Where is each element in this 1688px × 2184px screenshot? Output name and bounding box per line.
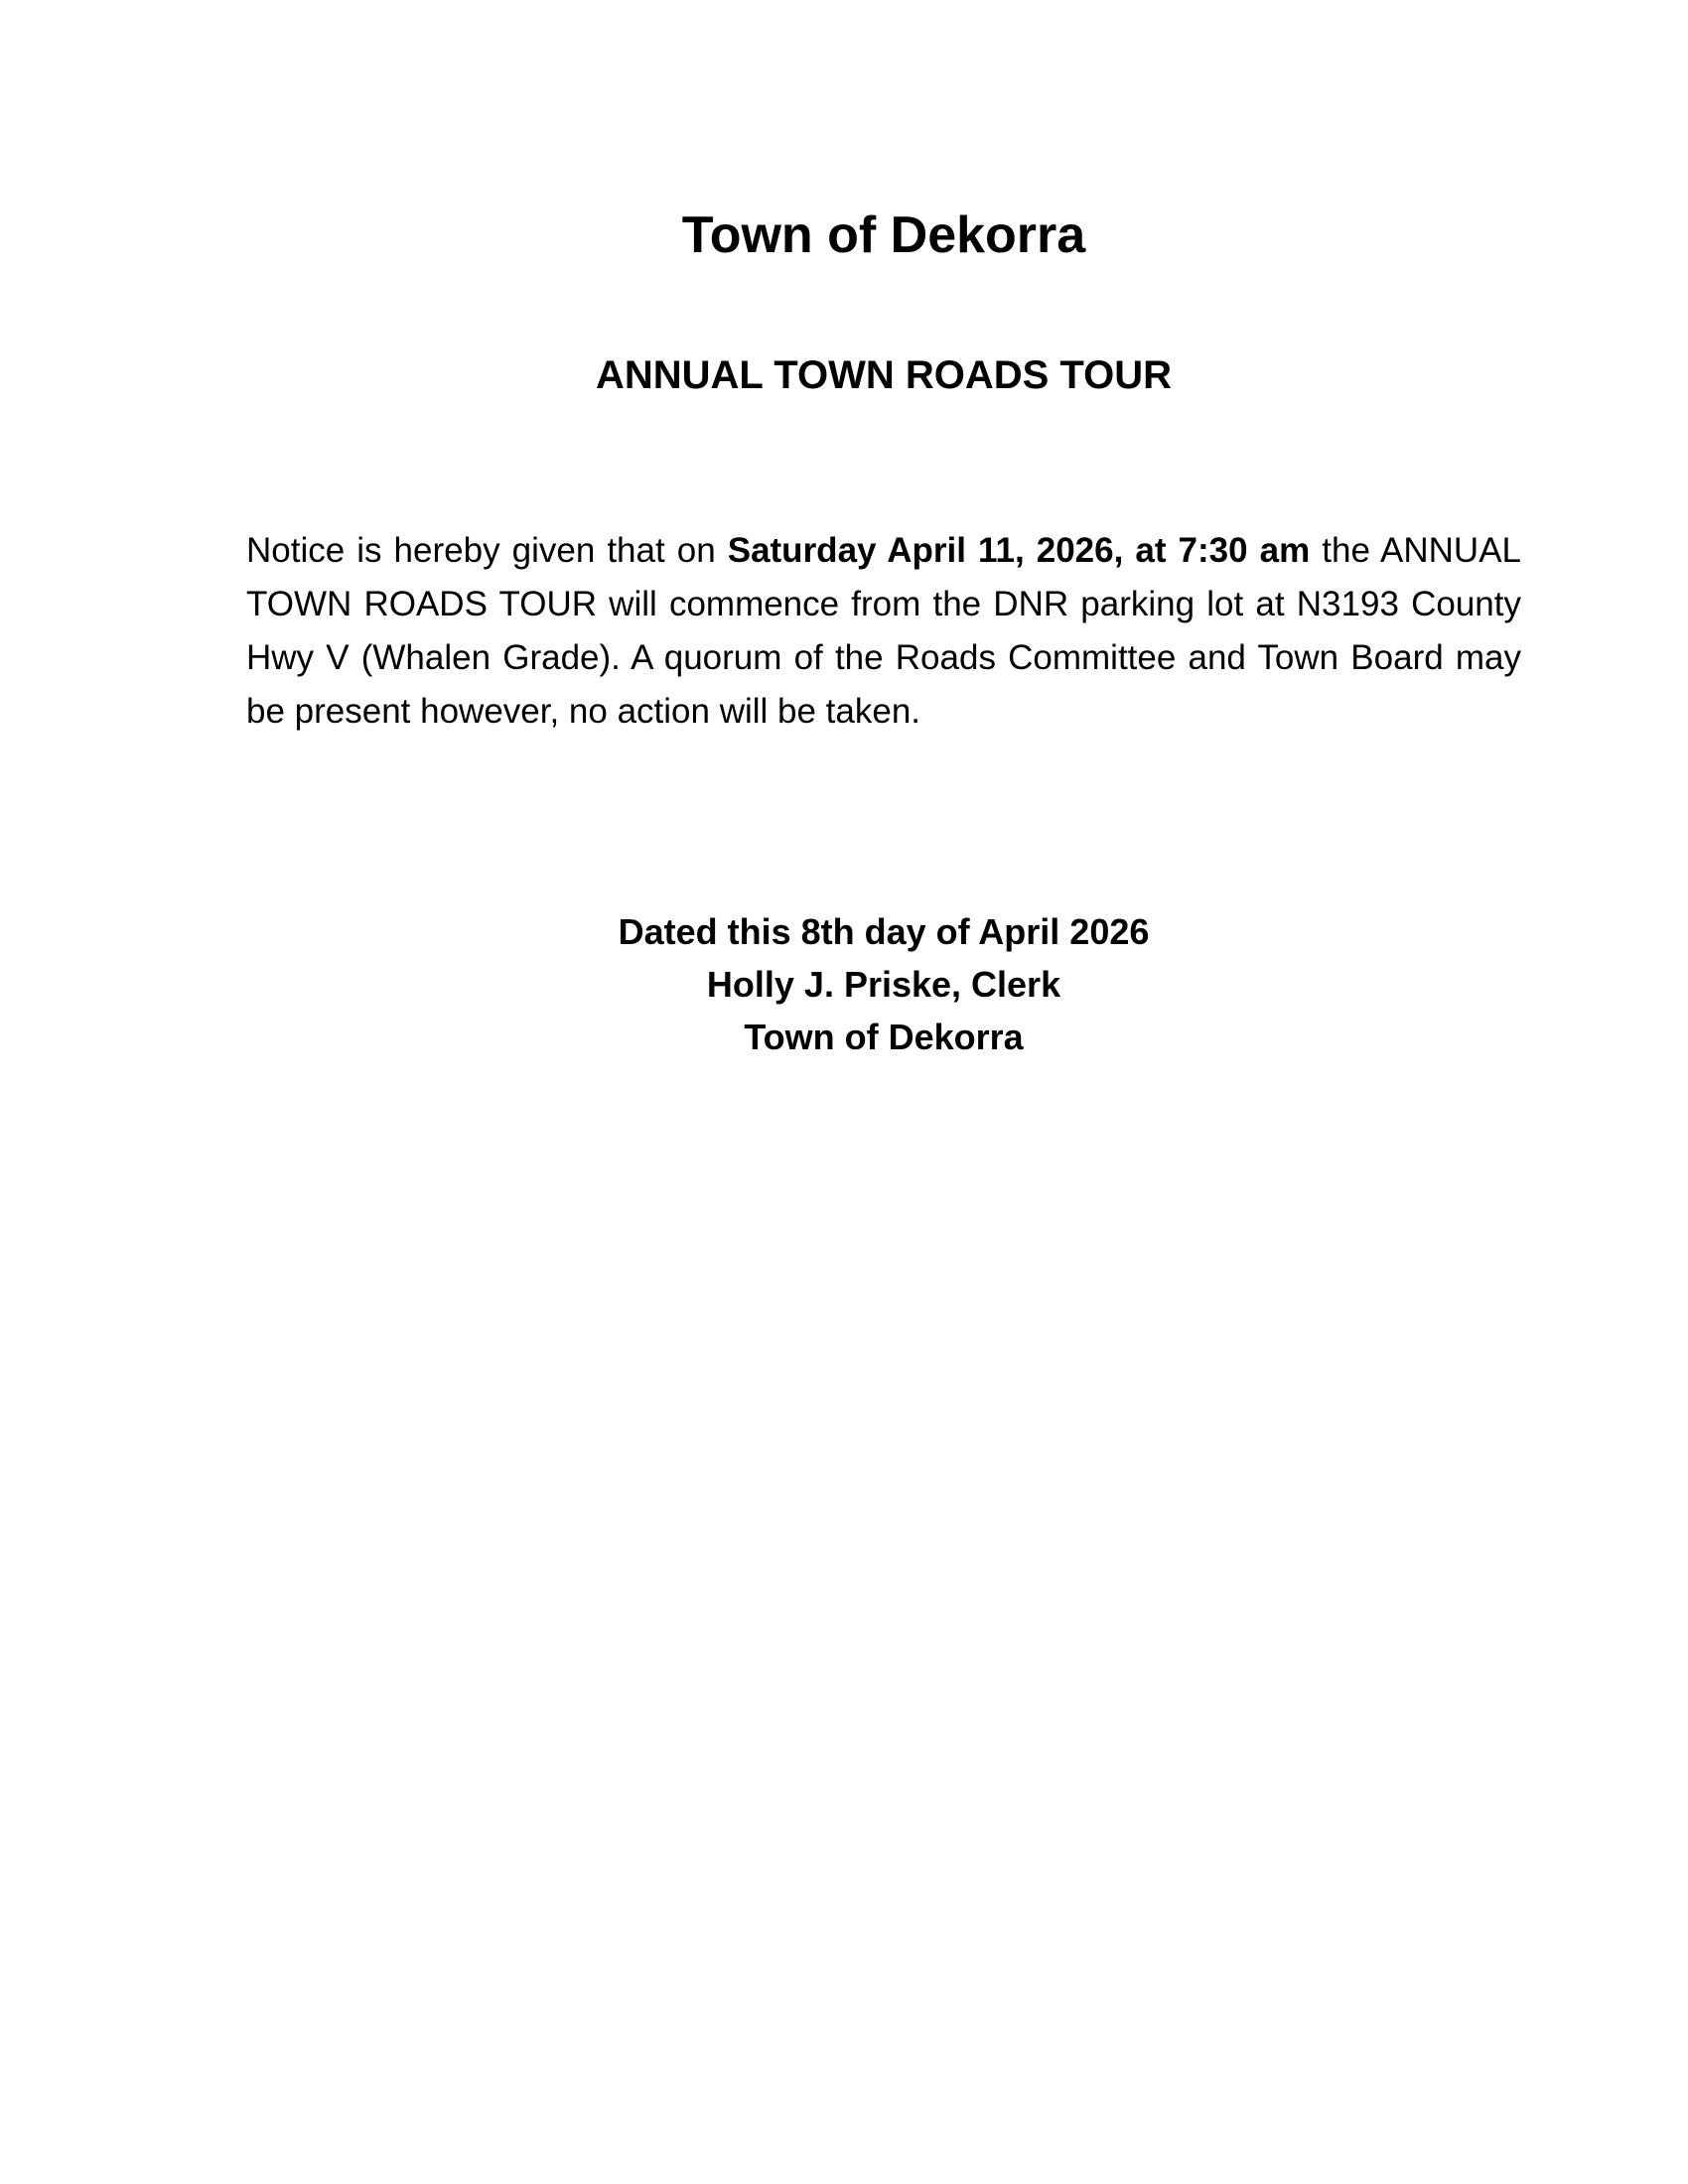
notice-paragraph [246,524,1521,739]
signature-block [0,905,1688,1063]
document-title: Town of Dekorra [681,206,1086,264]
notice-date-time: Saturday April 11, 2026, at 7:30 am [727,531,1311,570]
notice-body-text: the ANNUAL TOWN ROADS TOUR will commence from the DNR parking lot at N3193 County Hwy V (Whalen Grade). A quorum of the Roads Committee and Town Board may be present however, no action will be taken. [246,531,1522,731]
dated-line: Dated this 8th day of April 2026 [618,911,1150,952]
clerk-name: Holly J. Priske, Clerk [706,964,1061,1005]
notice-heading: ANNUAL TOWN ROADS TOUR [596,353,1172,397]
notice-intro: Notice is hereby given that on [246,531,728,570]
signature-organization: Town of Dekorra [744,1017,1024,1057]
